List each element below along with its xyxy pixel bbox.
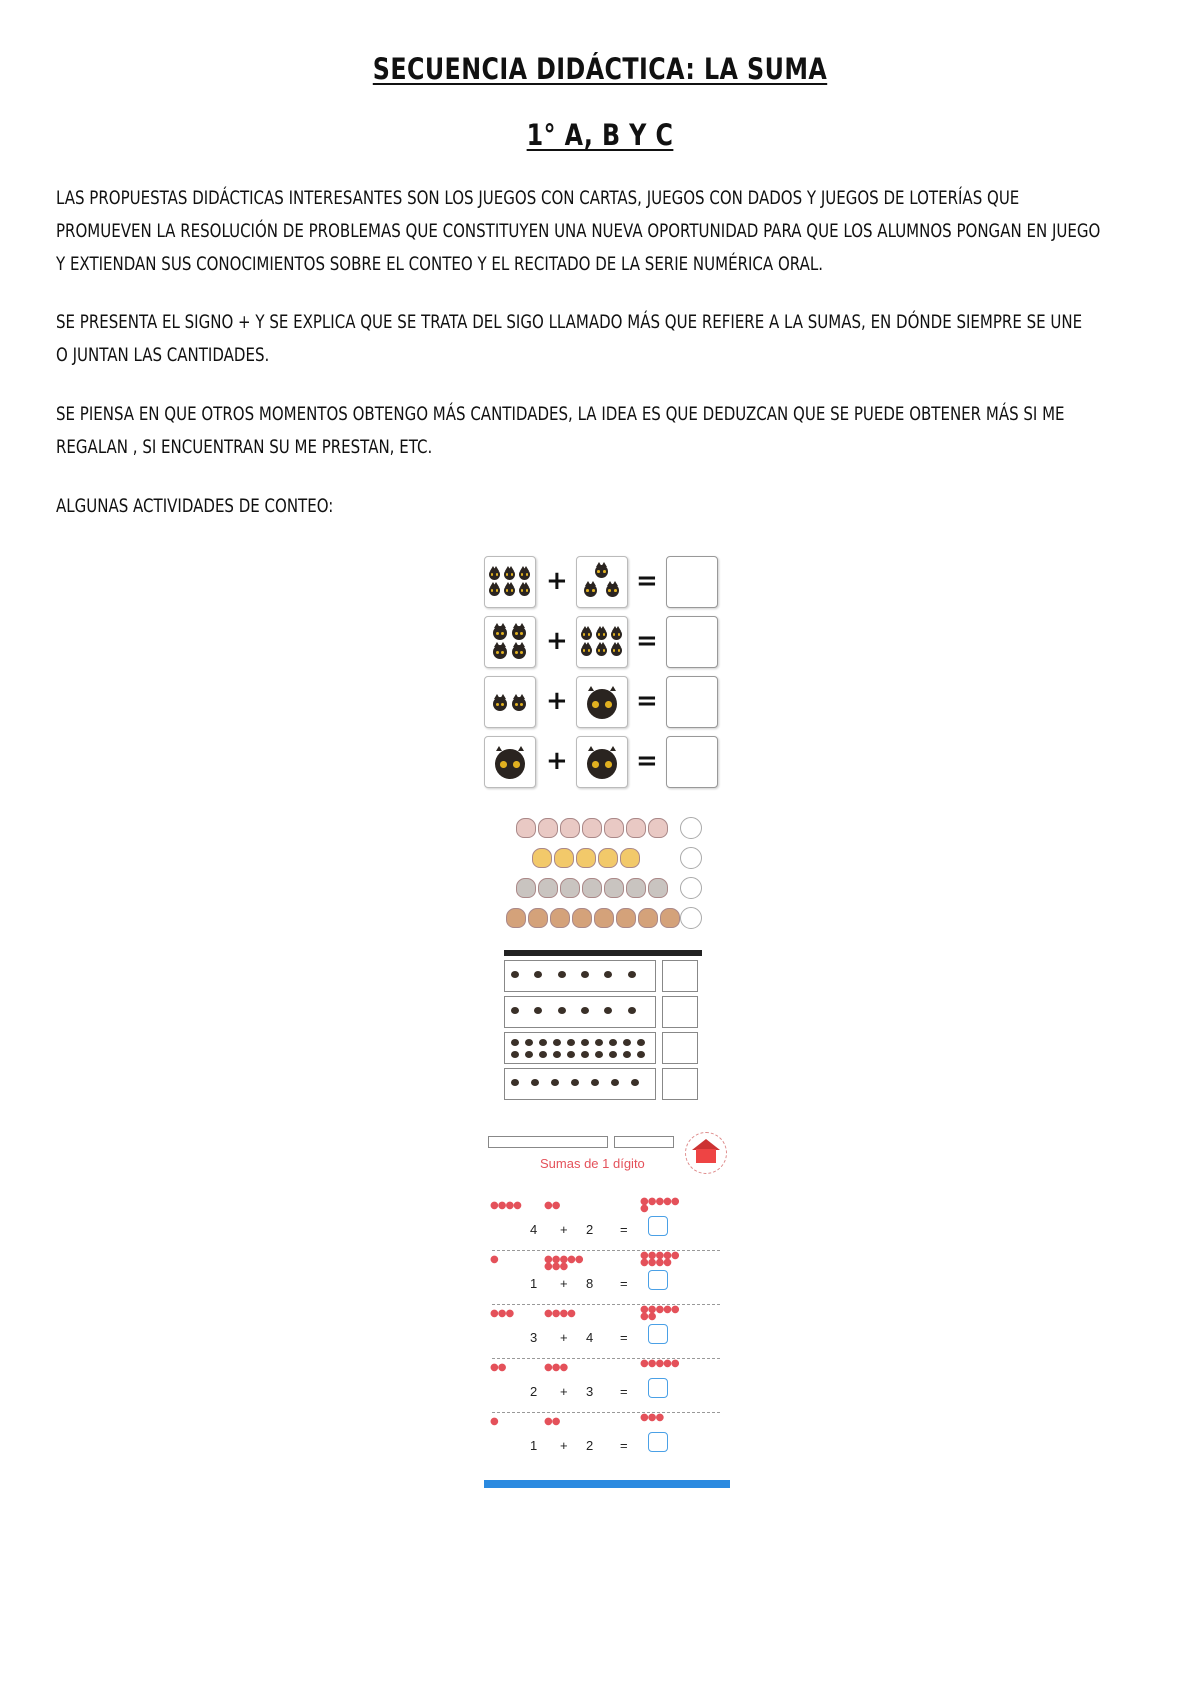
cat-icon xyxy=(553,1039,561,1046)
plus-sign: + xyxy=(546,746,568,776)
animal-icon xyxy=(554,848,574,868)
cat-eye xyxy=(598,633,600,635)
dot-group: ●● xyxy=(544,1416,560,1427)
answer-box xyxy=(648,1324,668,1344)
animal-icon xyxy=(560,818,580,838)
cat-icon xyxy=(489,585,500,596)
equals-sign: = xyxy=(620,1330,628,1345)
answer-circle xyxy=(680,817,702,839)
cat-icon xyxy=(511,971,519,978)
answer-box xyxy=(648,1378,668,1398)
cat-icon xyxy=(628,1007,636,1014)
animal-icon xyxy=(516,878,536,898)
cat-icon xyxy=(596,629,607,640)
cat-icon xyxy=(623,1039,631,1046)
cat-eye xyxy=(618,633,620,635)
cat-eye xyxy=(496,589,498,591)
paragraph-activities-heading xyxy=(56,490,957,523)
paragraph-plus-sign xyxy=(56,306,1083,372)
paragraph-line: REGALAN , SI ENCUENTRAN SU ME PRESTAN, ETC. xyxy=(56,436,433,458)
equals-sign: = xyxy=(620,1384,628,1399)
cat-icon xyxy=(609,1039,617,1046)
page-title: SECUENCIA DIDÁCTICA: LA SUMA xyxy=(372,52,828,86)
cat-icon xyxy=(539,1051,547,1058)
cat-icon xyxy=(525,1039,533,1046)
cat-icon xyxy=(604,971,612,978)
cat-eye xyxy=(496,573,498,575)
cat-icon xyxy=(519,585,530,596)
cat-eye xyxy=(583,649,585,651)
right-card xyxy=(576,736,628,788)
cat-eye xyxy=(613,633,615,635)
answer-circle xyxy=(680,907,702,929)
cat-eye xyxy=(592,701,599,708)
addend-a: 1 xyxy=(530,1438,538,1453)
right-card xyxy=(576,616,628,668)
cat-icon xyxy=(511,1079,519,1086)
addend-a: 4 xyxy=(530,1222,538,1237)
addition-row xyxy=(484,736,720,788)
cat-icon xyxy=(584,584,597,597)
equation-row xyxy=(484,1414,730,1466)
row-separator xyxy=(492,1412,720,1413)
row-separator xyxy=(492,1304,720,1305)
cat-eye xyxy=(506,573,508,575)
cat-eye xyxy=(586,589,589,592)
cat-eye xyxy=(583,633,585,635)
addition-row xyxy=(484,556,720,608)
cat-icon xyxy=(581,971,589,978)
dot-group: ●● xyxy=(490,1362,506,1373)
cat-eye xyxy=(515,632,518,635)
addend-a: 1 xyxy=(530,1276,538,1291)
cat-eye xyxy=(605,761,612,768)
cat-icon xyxy=(512,697,526,711)
row-separator xyxy=(492,1358,720,1359)
cat-eye xyxy=(526,573,528,575)
cat-icon xyxy=(493,645,507,659)
cat-eye xyxy=(588,649,590,651)
cat-icon xyxy=(495,749,525,779)
row-separator xyxy=(492,1250,720,1251)
cat-icon xyxy=(567,1051,575,1058)
cat-icon xyxy=(493,697,507,711)
dot-group: ●●●●● ●●●● xyxy=(640,1250,679,1268)
paragraph-intro xyxy=(56,182,1101,281)
answer-box xyxy=(648,1216,668,1236)
cat-icon xyxy=(595,1051,603,1058)
cat-eye xyxy=(603,570,606,573)
cat-eye xyxy=(496,632,499,635)
dot-group: ●●● xyxy=(490,1308,514,1319)
cat-icon xyxy=(609,1051,617,1058)
cat-eye xyxy=(608,589,611,592)
animal-icon xyxy=(660,908,680,928)
cat-eye xyxy=(496,703,499,706)
cat-eye xyxy=(511,589,513,591)
cat-eye xyxy=(526,589,528,591)
cat-icon xyxy=(519,569,530,580)
dot-group: ●●●● xyxy=(490,1200,521,1211)
dot-group: ●●●●● ● xyxy=(640,1196,679,1214)
cat-icon xyxy=(525,1051,533,1058)
animal-icon xyxy=(516,818,536,838)
cat-eye xyxy=(501,703,504,706)
cat-icon xyxy=(558,971,566,978)
plus-sign: + xyxy=(560,1330,568,1345)
cat-eye xyxy=(598,649,600,651)
dot-group: ●●●●● ●●● xyxy=(544,1254,583,1272)
cat-icon xyxy=(534,1007,542,1014)
cat-icon xyxy=(596,645,607,656)
left-card xyxy=(484,556,536,608)
cat-icon xyxy=(539,1039,547,1046)
animal-icon xyxy=(604,878,624,898)
worksheet-figure xyxy=(484,1128,730,1488)
date-field-line xyxy=(614,1136,674,1148)
cat-eye xyxy=(588,633,590,635)
paragraph-line: ALGUNAS ACTIVIDADES DE CONTEO: xyxy=(56,495,334,517)
animal-icon xyxy=(532,848,552,868)
cat-eye xyxy=(491,573,493,575)
counting-lane xyxy=(504,1068,656,1100)
cat-icon xyxy=(591,1079,599,1086)
animal-counting-figure xyxy=(504,818,704,938)
addend-b: 2 xyxy=(586,1222,594,1237)
dot-group: ● xyxy=(490,1416,498,1427)
cat-icon xyxy=(581,1039,589,1046)
answer-box xyxy=(662,996,698,1028)
cat-eye xyxy=(515,651,518,654)
cat-icon xyxy=(567,1039,575,1046)
equals-sign: = xyxy=(636,626,658,656)
animal-icon xyxy=(528,908,548,928)
animal-icon xyxy=(648,818,668,838)
dot-group: ●●●●● ●● xyxy=(640,1304,679,1322)
addend-b: 8 xyxy=(586,1276,594,1291)
equation-row xyxy=(484,1198,730,1250)
animal-icon xyxy=(582,818,602,838)
cat-icon xyxy=(512,626,526,640)
animal-icon xyxy=(638,908,658,928)
answer-circle xyxy=(680,877,702,899)
cat-icon xyxy=(489,569,500,580)
cat-eye xyxy=(501,651,504,654)
cat-icon xyxy=(512,645,526,659)
equals-sign: = xyxy=(620,1276,628,1291)
addend-b: 2 xyxy=(586,1438,594,1453)
cat-addition-figure xyxy=(484,556,720,796)
animal-icon xyxy=(616,908,636,928)
paragraph-line: O JUNTAN LAS CANTIDADES. xyxy=(56,344,270,366)
cat-icon xyxy=(504,569,515,580)
addend-b: 3 xyxy=(586,1384,594,1399)
cat-icon xyxy=(553,1051,561,1058)
plus-sign: + xyxy=(560,1384,568,1399)
answer-box xyxy=(666,736,718,788)
cat-eye xyxy=(506,589,508,591)
answer-box xyxy=(648,1432,668,1452)
page-subtitle: 1° A, B Y C xyxy=(526,118,674,152)
cat-icon xyxy=(571,1079,579,1086)
worksheet-footer-bar xyxy=(484,1480,730,1488)
paragraph-line: SE PRESENTA EL SIGNO + Y SE EXPLICA QUE SE TRATA DEL SIGO LLAMADO MÁS QUE REFIERE A LA SUMAS, EN DÓNDE SIEMPRE SE UNE xyxy=(56,311,1083,333)
cat-eye xyxy=(496,651,499,654)
cat-icon xyxy=(611,629,622,640)
equals-sign: = xyxy=(620,1438,628,1453)
logo-house-icon xyxy=(685,1132,727,1174)
cat-eye xyxy=(521,589,523,591)
equation-row xyxy=(484,1360,730,1412)
paragraph-line: LAS PROPUESTAS DIDÁCTICAS INTERESANTES SON LOS JUEGOS CON CARTAS, JUEGOS CON DADOS Y JUEGOS DE LOTERÍAS QUE xyxy=(56,187,1020,209)
cat-eye xyxy=(613,649,615,651)
plus-sign: + xyxy=(560,1222,568,1237)
equals-sign: = xyxy=(620,1222,628,1237)
animal-icon xyxy=(604,818,624,838)
paragraph-line: PROMUEVEN LA RESOLUCIÓN DE PROBLEMAS QUE CONSTITUYEN UNA NUEVA OPORTUNIDAD PARA QUE LOS ALUMNOS PONGAN EN JUEGO xyxy=(56,220,1101,242)
dot-group: ●●● xyxy=(544,1362,568,1373)
plus-sign: + xyxy=(546,686,568,716)
animal-icon xyxy=(594,908,614,928)
answer-circle xyxy=(680,847,702,869)
animal-icon xyxy=(538,818,558,838)
cat-eye xyxy=(513,761,520,768)
left-card xyxy=(484,616,536,668)
cat-icon xyxy=(637,1039,645,1046)
cat-icon xyxy=(628,971,636,978)
counting-lane xyxy=(504,960,656,992)
paragraph-line: SE PIENSA EN QUE OTROS MOMENTOS OBTENGO MÁS CANTIDADES, LA IDEA ES QUE DEDUZCAN QUE SE PUEDE OBTENER MÁS SI ME xyxy=(56,403,1065,425)
dot-group: ●●●●● xyxy=(640,1358,679,1369)
plus-sign: + xyxy=(546,566,568,596)
answer-box xyxy=(666,676,718,728)
counting-lane xyxy=(504,1032,656,1064)
cat-icon xyxy=(493,626,507,640)
counting-boxes-figure xyxy=(504,950,704,1105)
cat-icon xyxy=(534,971,542,978)
equals-sign: = xyxy=(636,746,658,776)
counting-lane xyxy=(504,996,656,1028)
cat-eye xyxy=(511,573,513,575)
cat-icon xyxy=(611,1079,619,1086)
answer-box xyxy=(662,1032,698,1064)
cat-eye xyxy=(603,633,605,635)
animal-icon xyxy=(538,878,558,898)
cat-icon xyxy=(581,645,592,656)
cat-eye xyxy=(520,703,523,706)
cat-icon xyxy=(531,1079,539,1086)
cat-icon xyxy=(587,689,617,719)
cat-eye xyxy=(521,573,523,575)
left-card xyxy=(484,736,536,788)
cat-icon xyxy=(511,1039,519,1046)
cat-icon xyxy=(595,565,608,578)
addition-row xyxy=(484,676,720,728)
equation-row xyxy=(484,1252,730,1304)
dot-group: ●●●● xyxy=(544,1308,575,1319)
cat-icon xyxy=(595,1039,603,1046)
right-card xyxy=(576,676,628,728)
cat-icon xyxy=(631,1079,639,1086)
cat-eye xyxy=(515,703,518,706)
cat-icon xyxy=(587,749,617,779)
animal-icon xyxy=(506,908,526,928)
cat-eye xyxy=(520,651,523,654)
equation-row xyxy=(484,1306,730,1358)
cat-icon xyxy=(504,585,515,596)
answer-box xyxy=(666,616,718,668)
cat-icon xyxy=(551,1079,559,1086)
cat-eye xyxy=(597,570,600,573)
animal-icon xyxy=(626,818,646,838)
addition-row xyxy=(484,616,720,668)
animal-icon xyxy=(626,878,646,898)
plus-sign: + xyxy=(546,626,568,656)
animal-icon xyxy=(648,878,668,898)
answer-box xyxy=(662,1068,698,1100)
animal-icon xyxy=(572,908,592,928)
cat-icon xyxy=(511,1007,519,1014)
equals-sign: = xyxy=(636,566,658,596)
cat-eye xyxy=(592,589,595,592)
animal-icon xyxy=(620,848,640,868)
cat-icon xyxy=(581,1007,589,1014)
cat-icon xyxy=(623,1051,631,1058)
cat-eye xyxy=(603,649,605,651)
worksheet-title: Sumas de 1 dígito xyxy=(540,1156,645,1171)
cat-eye xyxy=(618,649,620,651)
equals-sign: = xyxy=(636,686,658,716)
plus-sign: + xyxy=(560,1276,568,1291)
cat-eye xyxy=(520,632,523,635)
cat-eye xyxy=(500,761,507,768)
animal-icon xyxy=(560,878,580,898)
cat-icon xyxy=(581,629,592,640)
cat-eye xyxy=(605,701,612,708)
answer-box xyxy=(662,960,698,992)
name-field-line xyxy=(488,1136,608,1148)
paragraph-line: Y EXTIENDAN SUS CONOCIMIENTOS SOBRE EL CONTEO Y EL RECITADO DE LA SERIE NUMÉRICA ORAL. xyxy=(56,253,823,275)
cat-icon xyxy=(558,1007,566,1014)
answer-box xyxy=(648,1270,668,1290)
animal-icon xyxy=(598,848,618,868)
addend-a: 3 xyxy=(530,1330,538,1345)
animal-icon xyxy=(550,908,570,928)
dot-group: ● xyxy=(490,1254,498,1265)
addend-b: 4 xyxy=(586,1330,594,1345)
cat-icon xyxy=(604,1007,612,1014)
cat-icon xyxy=(581,1051,589,1058)
answer-box xyxy=(666,556,718,608)
right-card xyxy=(576,556,628,608)
cat-icon xyxy=(511,1051,519,1058)
animal-icon xyxy=(576,848,596,868)
cat-icon xyxy=(611,645,622,656)
cat-icon xyxy=(606,584,619,597)
dot-group: ●● xyxy=(544,1200,560,1211)
cat-eye xyxy=(614,589,617,592)
left-card xyxy=(484,676,536,728)
animal-icon xyxy=(582,878,602,898)
plus-sign: + xyxy=(560,1438,568,1453)
cat-icon xyxy=(637,1051,645,1058)
cat-eye xyxy=(501,632,504,635)
dot-group: ●●● xyxy=(640,1412,664,1423)
addend-a: 2 xyxy=(530,1384,538,1399)
header-bar xyxy=(504,950,702,956)
cat-eye xyxy=(592,761,599,768)
paragraph-more-quantities xyxy=(56,398,1065,464)
cat-eye xyxy=(491,589,493,591)
